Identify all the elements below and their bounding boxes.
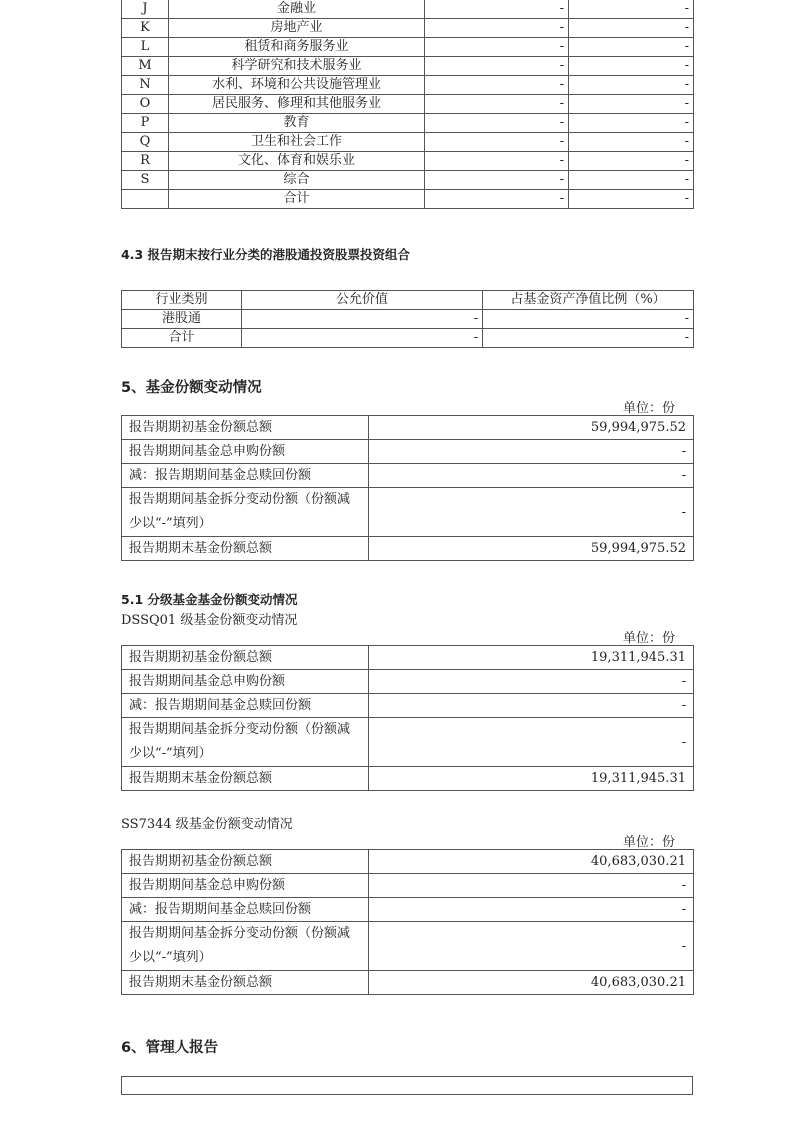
cell-name: 金融业	[169, 0, 425, 19]
row-label: 报告期期初基金份额总额	[122, 850, 369, 874]
header-ratio: 占基金资产净值比例（%）	[483, 291, 694, 310]
cell-name: 卫生和社会工作	[169, 133, 425, 152]
table-row	[122, 537, 694, 561]
cell-ratio: -	[569, 0, 694, 19]
share-change-table	[121, 415, 694, 561]
cell: -	[483, 310, 694, 329]
table-row	[122, 152, 694, 171]
cell-value: -	[425, 38, 569, 57]
row-label: 报告期期间基金总申购份额	[122, 440, 369, 464]
row-label: 报告期期间基金总申购份额	[122, 874, 369, 898]
unit-label: 单位：份	[623, 631, 676, 646]
unit-label: 单位：份	[623, 401, 676, 416]
hk-connect-table	[121, 290, 694, 348]
cell-value: -	[425, 152, 569, 171]
cell-code: L	[122, 38, 169, 57]
header-industry: 行业类别	[122, 291, 242, 310]
row-value: -	[369, 440, 694, 464]
table-row	[122, 850, 694, 874]
table-row	[122, 38, 694, 57]
cell-code: R	[122, 152, 169, 171]
table-row	[122, 57, 694, 76]
row-label: 报告期期间基金拆分变动份额（份额减少以“-”填列）	[122, 718, 369, 767]
table-row	[122, 922, 694, 971]
table-row	[122, 133, 694, 152]
table-row	[122, 416, 694, 440]
cell-ratio: -	[569, 114, 694, 133]
cell-ratio: -	[569, 19, 694, 38]
table-row	[122, 694, 694, 718]
table-row	[122, 670, 694, 694]
cell-value: -	[425, 57, 569, 76]
cell-value: -	[425, 0, 569, 19]
cell-name: 综合	[169, 171, 425, 190]
cell-value: -	[425, 114, 569, 133]
row-label: 报告期期间基金拆分变动份额（份额减少以“-”填列）	[122, 488, 369, 537]
table-row	[122, 646, 694, 670]
table-row	[122, 0, 694, 19]
row-value: -	[369, 922, 694, 971]
cell-name: 居民服务、修理和其他服务业	[169, 95, 425, 114]
table-row	[122, 190, 694, 209]
cell: 合计	[122, 329, 242, 348]
cell-ratio: -	[569, 133, 694, 152]
row-label: 报告期期间基金总申购份额	[122, 670, 369, 694]
table-row	[122, 19, 694, 38]
cell: 港股通	[122, 310, 242, 329]
cell-value: -	[425, 76, 569, 95]
table-row	[122, 171, 694, 190]
cell-code: O	[122, 95, 169, 114]
header-fair-value: 公允价值	[242, 291, 483, 310]
cell-code: M	[122, 57, 169, 76]
row-value: -	[369, 718, 694, 767]
cell-code: S	[122, 171, 169, 190]
cell: -	[242, 310, 483, 329]
cell: -	[483, 329, 694, 348]
class-b-subtitle: SS7344 级基金份额变动情况	[121, 817, 293, 832]
cell-value: -	[425, 171, 569, 190]
row-value: -	[369, 898, 694, 922]
cell-code: J	[122, 0, 169, 19]
table-row	[122, 898, 694, 922]
row-label: 减：报告期期间基金总赎回份额	[122, 694, 369, 718]
row-label: 减：报告期期间基金总赎回份额	[122, 464, 369, 488]
row-value: 59,994,975.52	[369, 416, 694, 440]
class-b-share-table	[121, 849, 694, 995]
table-row	[122, 310, 694, 329]
class-a-subtitle: DSSQ01 级基金份额变动情况	[121, 613, 298, 628]
cell-ratio: -	[569, 38, 694, 57]
row-value: 19,311,945.31	[369, 646, 694, 670]
row-value: 40,683,030.21	[369, 971, 694, 995]
row-value: 59,994,975.52	[369, 537, 694, 561]
cell-ratio: -	[569, 152, 694, 171]
section-5-title: 5、基金份额变动情况	[121, 380, 262, 396]
cell-name: 合计	[169, 190, 425, 209]
cell-name: 教育	[169, 114, 425, 133]
row-label: 报告期期初基金份额总额	[122, 646, 369, 670]
cell: -	[242, 329, 483, 348]
table-row	[122, 874, 694, 898]
row-value: -	[369, 464, 694, 488]
manager-report-box	[121, 1076, 693, 1095]
row-value: -	[369, 874, 694, 898]
row-value: -	[369, 694, 694, 718]
row-value: -	[369, 488, 694, 537]
cell-code: K	[122, 19, 169, 38]
cell-code	[122, 190, 169, 209]
cell-name: 科学研究和技术服务业	[169, 57, 425, 76]
table-row	[122, 114, 694, 133]
unit-label: 单位：份	[623, 835, 676, 850]
cell-value: -	[425, 19, 569, 38]
industry-table	[121, 0, 694, 209]
cell-name: 水利、环境和公共设施管理业	[169, 76, 425, 95]
table-row	[122, 488, 694, 537]
cell-name: 房地产业	[169, 19, 425, 38]
row-label: 报告期期末基金份额总额	[122, 767, 369, 791]
table-row	[122, 76, 694, 95]
row-label: 减：报告期期间基金总赎回份额	[122, 898, 369, 922]
section-4-3-title: 4.3 报告期末按行业分类的港股通投资股票投资组合	[121, 247, 410, 262]
cell-code: P	[122, 114, 169, 133]
section-6-title: 6、管理人报告	[121, 1040, 219, 1056]
cell-value: -	[425, 133, 569, 152]
table-header-row	[122, 291, 694, 310]
row-value: 19,311,945.31	[369, 767, 694, 791]
cell-code: N	[122, 76, 169, 95]
cell-ratio: -	[569, 76, 694, 95]
table-row	[122, 767, 694, 791]
cell-value: -	[425, 95, 569, 114]
table-row	[122, 718, 694, 767]
row-label: 报告期期末基金份额总额	[122, 971, 369, 995]
cell-ratio: -	[569, 57, 694, 76]
cell-name: 文化、体育和娱乐业	[169, 152, 425, 171]
table-row	[122, 440, 694, 464]
row-label: 报告期期末基金份额总额	[122, 537, 369, 561]
row-value: 40,683,030.21	[369, 850, 694, 874]
table-row	[122, 95, 694, 114]
cell-name: 租赁和商务服务业	[169, 38, 425, 57]
row-label: 报告期期初基金份额总额	[122, 416, 369, 440]
section-5-1-title: 5.1 分级基金基金份额变动情况	[121, 592, 298, 607]
cell-ratio: -	[569, 171, 694, 190]
table-row	[122, 329, 694, 348]
cell-ratio: -	[569, 95, 694, 114]
table-row	[122, 464, 694, 488]
table-row	[122, 971, 694, 995]
cell-ratio: -	[569, 190, 694, 209]
cell-code: Q	[122, 133, 169, 152]
class-a-share-table	[121, 645, 694, 791]
cell-value: -	[425, 190, 569, 209]
row-value: -	[369, 670, 694, 694]
row-label: 报告期期间基金拆分变动份额（份额减少以“-”填列）	[122, 922, 369, 971]
